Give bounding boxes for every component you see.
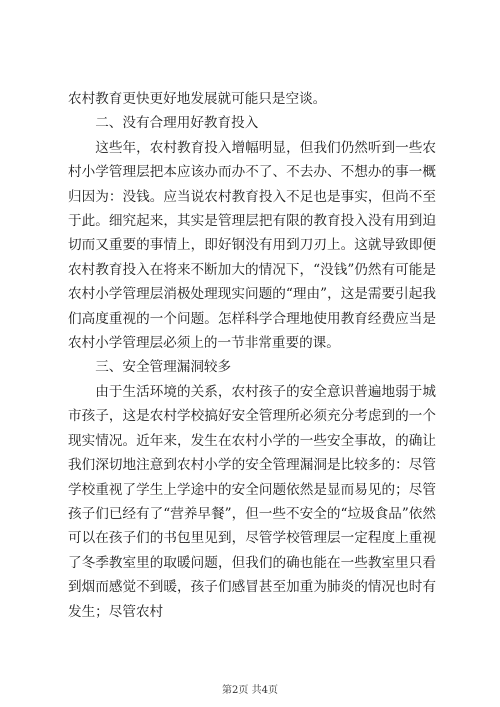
document-body: [68, 87, 436, 624]
page-number-footer: 第2页 共4页: [222, 685, 278, 696]
paragraph-continuation: 农村教育更快更好地发展就可能只是空谈。: [68, 91, 327, 107]
paragraph-education-funding: 这些年，农村教育投入增幅明显，但我们仍然听到一些农村小学管理层把本应该办而办不了、不去办、不想办的事一概归因为：没钱。应当说农村教育投入不足也是事实，但尚不至于此。细究起来，其实是管理层把有限的教育投入没有用到迫切而又重要的事情上，即好钢没有用到刀刃上。这就导致即便农村教育投入在将来不断加大的情况下，“没钱”仍然有可能是农村小学管理层消极处理现实问题的“理由”，这是需要引起我们高度重视的一个问题。怎样科学合理地使用教育经费应当是农村小学管理层必须上的一节非常重要的课。: [68, 139, 436, 352]
section-heading-2: 二、没有合理用好教育投入: [95, 115, 259, 132]
paragraph-safety-management: 由于生活环境的关系，农村孩子的安全意识普遍地弱于城市孩子，这是农村学校搞好安全管理所必须充分考虑到的一个现实情况。近年来，发生在农村小学的一些安全事故，的确让我们深切地注意到农村小学的安全管理漏洞是比较多的：尽管学校重视了学生上学途中的安全问题依然是显而易见的；尽管孩子们已经有了“营养早餐”，但一些不安全的“垃圾食品”依然可以在孩子们的书包里见到，尽管学校管理层一定程度上重视了冬季教室里的取暖问题，但我们的确也能在一些教室里只看到烟而感觉不到暖，孩子们感冒甚至加重为肺炎的情况也时有发生；尽管农村: [68, 383, 436, 620]
section-heading-3: 三、安全管理漏洞较多: [95, 359, 232, 376]
